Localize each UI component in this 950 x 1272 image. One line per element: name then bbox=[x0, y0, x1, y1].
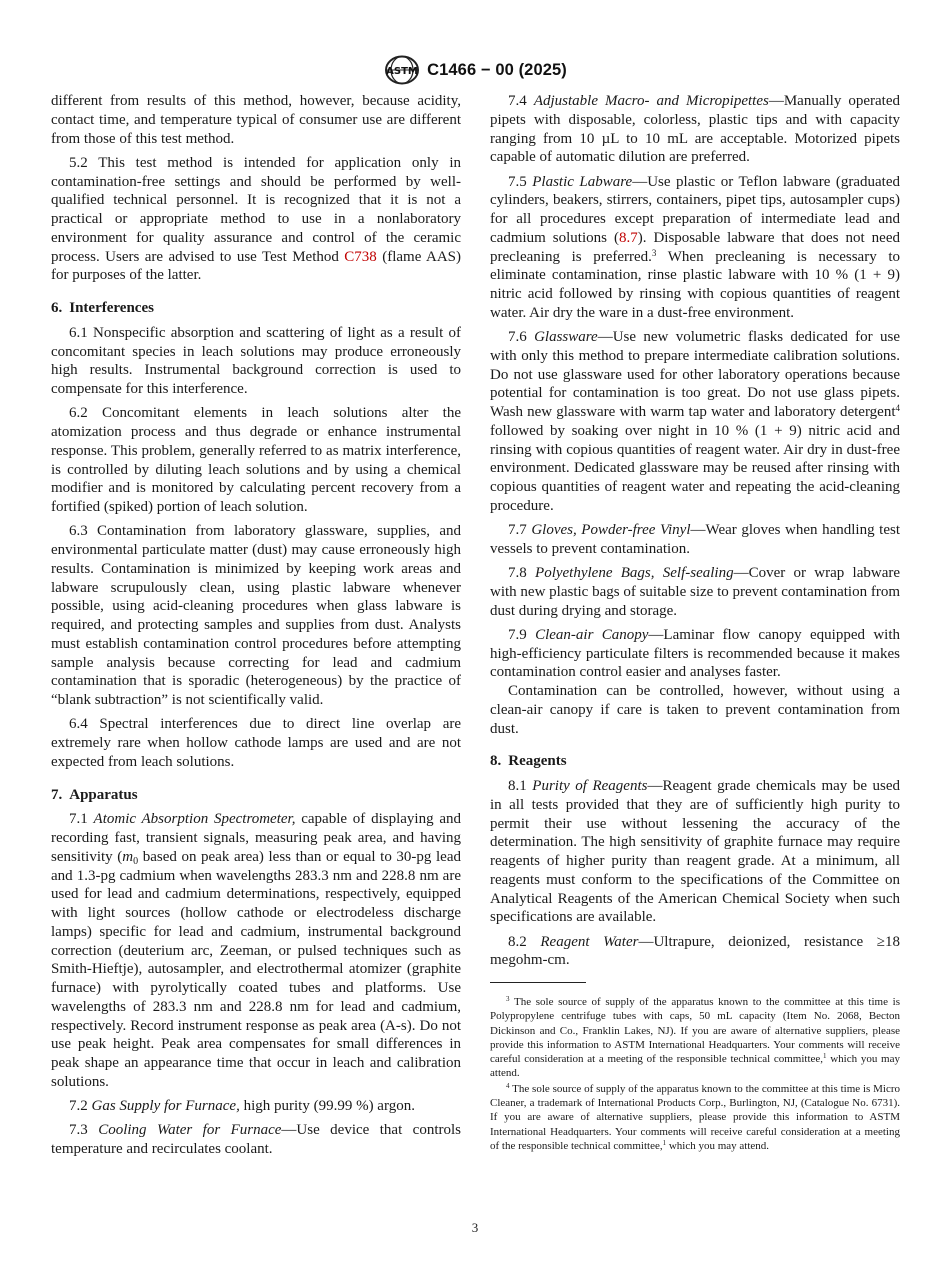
footnote-3 bbox=[490, 995, 900, 1081]
paragraph-text: Nonspecific absorption and scattering of light as a result of concomitant species in leach solutions may produce erroneously high results. Instrumental background correction is used to compensate for this interference. bbox=[51, 324, 461, 397]
footnote-divider bbox=[490, 982, 586, 983]
paragraph-7-9 bbox=[490, 626, 900, 682]
paragraph-text: —Use new volumetric flasks dedicated for use with only this method to prepare intermediate calibration solutions. Do not use glassware used for other laboratory operations because potential for contamination is too great. Do not use glass pipets. Wash new glassware with warm tap water and laboratory detergent bbox=[490, 329, 900, 420]
paragraph-7-4 bbox=[490, 92, 900, 167]
paragraph-7-2 bbox=[51, 1097, 461, 1116]
left-column bbox=[51, 92, 461, 1164]
term: Cooling Water for Furnace bbox=[98, 1122, 282, 1139]
term: Adjustable Macro- and Micropipettes bbox=[533, 93, 769, 109]
paragraph-6-4 bbox=[51, 715, 461, 771]
astm-logo-icon bbox=[383, 55, 421, 85]
paragraph-number: 6.4 bbox=[69, 716, 88, 733]
paragraph-8-1 bbox=[490, 777, 900, 927]
paragraph-text: —Reagent grade chemicals may be used in all tests provided that they are of sufficiently high purity to permit their use without lessening the accuracy of the determination. The high sensitivity of graphite furnace may require reagents of higher purity than reagent grade. At a minimum, all reagents must conform to the specifications of the Committee on Analytical Reagents of the American Chemical Society when such specifications are available. bbox=[490, 778, 901, 926]
paragraph-number: 7.8 bbox=[508, 565, 527, 581]
page-header bbox=[0, 55, 950, 85]
variable-subscript: 0 bbox=[133, 855, 139, 867]
paragraph-text: This test method is intended for application only in contamination-free settings and should be performed by well-qualified technical personnel. It is recognized that it is not a practical or appropriate method to use in a nonlaboratory environment for quality assurance and control of the ceramic process. Users are advised to use Test Method bbox=[51, 154, 461, 265]
paragraph-number: 7.3 bbox=[69, 1122, 88, 1139]
paragraph-8-2 bbox=[490, 933, 900, 971]
term: Gas Supply for Furnace, bbox=[91, 1098, 240, 1114]
paragraph-number: 7.9 bbox=[508, 626, 527, 643]
paragraph-number: 8.1 bbox=[508, 778, 527, 794]
paragraph-text: —Wear gloves when handling test vessels to prevent contamination. bbox=[490, 522, 900, 557]
term: Atomic Absorption Spectrometer, bbox=[93, 811, 296, 828]
paragraph-text: —Ultrapure, deionized, resistance ≥18 megohm-cm. bbox=[490, 933, 900, 969]
paragraph-6-1 bbox=[51, 324, 461, 399]
paragraph-text: capable of displaying and recording fast, transient signals, measuring peak area, and having sensitivity ( bbox=[51, 811, 461, 865]
paragraph-text: —Manually operated pipets with disposable, colorless, plastic tips and with capacity ranging from 10 µL to 10 mL are acceptable. Motorized pipets capable of automatic dilution are preferred. bbox=[490, 93, 901, 166]
page-number: 3 bbox=[471, 1220, 479, 1235]
link-c738[interactable]: C738 bbox=[344, 248, 377, 265]
term: Clean-air Canopy bbox=[535, 626, 649, 643]
paragraph-number: 7.4 bbox=[508, 93, 527, 109]
term: Polyethylene Bags, Self-sealing bbox=[535, 565, 734, 581]
footnote-text: which you may attend. bbox=[490, 1053, 900, 1080]
footnote-4 bbox=[490, 1082, 900, 1153]
section-number: 8. bbox=[490, 753, 502, 770]
paragraph-7-6 bbox=[490, 328, 900, 516]
section-title: Interferences bbox=[69, 300, 154, 316]
paragraph-text: —Laminar flow canopy equipped with high-efficiency particulate filters is recommended because it makes contamination control easier and analyses faster. bbox=[490, 626, 900, 681]
paragraph-text: based on peak area) less than or equal to 30-pg lead and 1.3-pg cadmium when wavelengths 283.3 nm and 228.8 nm are used for lead and cadmium determinations, respectively, equipped with light sources (hollow cathode or electrodeless discharge lamps) specific for lead and cadmium, instrumental background correction (deuterium arc, Zeeman, or pulsed techniques such as Smith-Hieftje), autosampler, and electrothermal atomizer (graphite furnace) with pyrolytically coated tubes and platforms. Use wavelengths of 283.3 nm and 228.8 nm for lead and cadmium, respectively. Record instrument response as peak area (A-s). Do not use peak height. Peak area compensates for small differences in peak shape an appearance time that occur in leach and calibration solutions. bbox=[51, 848, 461, 1090]
paragraph-number: 6.1 bbox=[69, 324, 88, 341]
document-id: C1466 − 00 (2025) bbox=[427, 60, 567, 79]
paragraph-text: Spectral interferences due to direct line overlap are extremely rare when hollow cathode lamps are used and are not expected from leach solutions. bbox=[51, 716, 461, 770]
section-title: Reagents bbox=[508, 753, 567, 770]
paragraph-7-9-continuation: Contamination can be controlled, however, without using a clean-air canopy if care is taken to prevent contamination from dust. bbox=[490, 683, 900, 737]
paragraph-text: Concomitant elements in leach solutions alter the atomization process and thus degrade or enhance instrumental response. This problem, generally referred to as matrix interference, is controlled by diluting leach solutions and by using a chemical modifier and is monitored by calculating percent recovery from a fortified (spiked) portion of leach solution. bbox=[51, 405, 461, 515]
paragraph-text: Contamination from laboratory glassware, supplies, and environmental particulate matter (dust) may cause erroneously high results. Contamination is minimized by keeping work areas and labware scrupulously clean, using plastic labware whenever possible, using acid-cleaning procedures when glass labware is required, and protecting samples and supplies from dust. Analysts must establish contamination control procedures before attempting sample analysis because correcting for lead and cadmium contamination that is sporadic (heterogeneous) by the practice of “blank subtraction” is not scientifically valid. bbox=[51, 523, 461, 708]
paragraph-number: 7.2 bbox=[69, 1098, 88, 1114]
footnote-ref-1[interactable]: 1 bbox=[823, 1052, 827, 1061]
variable: m bbox=[122, 848, 134, 865]
section-heading-interferences bbox=[51, 299, 461, 318]
paragraph-text: ). Disposable labware that does not need precleaning is preferred. bbox=[490, 229, 900, 265]
paragraph-text: —Use plastic or Teflon labware (graduated cylinders, beakers, stirrers, containers, pipet tips, autosampler cups) for all procedures except preparation of intermediate lead and cadmium solutions ( bbox=[490, 173, 900, 246]
paragraph-5-1-continuation: different from results of this method, however, because acidity, contact time, and temperature typical of consumer use are different from those of this test method. bbox=[51, 93, 461, 147]
footnote-text: The sole source of supply of the apparatus known to the committee at this time is Polypropylene centrifuge tubes with caps, 50 mL capacity (Item No. 2068, Becton Dickinson and Co., Franklin Lakes, NJ). If you are aware of alternative suppliers, please provide this information to ASTM International Headquarters. Your comments will receive careful consideration at a meeting of the responsible technical committee, bbox=[490, 996, 900, 1066]
paragraph-text: When precleaning is necessary to eliminate contamination, rinse plastic labware with 10 % (1 + 9) nitric acid followed by rinsing with copious quantities of reagent water. Air dry the ware in a dust-free environment. bbox=[490, 248, 901, 321]
footnote-ref-1[interactable]: 1 bbox=[662, 1138, 667, 1147]
footnote-text: The sole source of supply of the apparatus known to the committee at this time is Micro Cleaner, a trademark of International Products Corp., Burlington, NJ, (Catalogue No. 6731). If you are aware of alternative suppliers, please provide this information to ASTM International Headquarters. Your comments will receive careful consideration at a meeting of the responsible technical committee, bbox=[490, 1082, 900, 1152]
paragraph-5-2 bbox=[51, 154, 461, 285]
paragraph-text: followed by soaking over night in 10 % (1 + 9) nitric acid and rinsing with copious quantities of reagent water. Air dry in dust-free environment. Dedicated glassware may be reused after rinsing with copious quantities of reagent water and repeating the acid-cleaning procedure. bbox=[490, 422, 900, 514]
paragraph-6-2 bbox=[51, 404, 461, 517]
footnote-mark: 3 bbox=[506, 995, 510, 1003]
paragraph-number: 7.5 bbox=[508, 173, 527, 190]
footnote-text: which you may attend. bbox=[666, 1139, 770, 1152]
term: Reagent Water bbox=[540, 933, 639, 950]
paragraph-7-5 bbox=[490, 173, 900, 323]
section-number: 6. bbox=[51, 300, 63, 316]
section-title: Apparatus bbox=[69, 786, 138, 803]
paragraph-number: 6.2 bbox=[69, 405, 88, 422]
paragraph-number: 8.2 bbox=[508, 933, 527, 950]
term: Gloves, Powder-free Vinyl bbox=[531, 522, 691, 538]
right-column bbox=[490, 92, 900, 1154]
paragraph-7-7 bbox=[490, 521, 900, 559]
paragraph-number: 7.7 bbox=[508, 522, 527, 538]
paragraph-text: high purity (99.99 %) argon. bbox=[239, 1098, 415, 1114]
footnote-mark: 4 bbox=[506, 1081, 510, 1090]
section-heading-apparatus bbox=[51, 786, 461, 805]
paragraph-7-8 bbox=[490, 564, 900, 620]
paragraph-number: 7.6 bbox=[508, 329, 527, 345]
link-8-7[interactable]: 8.7 bbox=[618, 229, 638, 246]
paragraph-text: —Use device that controls temperature and recirculates coolant. bbox=[51, 1122, 461, 1157]
paragraph-number: 6.3 bbox=[69, 523, 88, 540]
term: Plastic Labware bbox=[532, 173, 633, 190]
footnote-ref-3[interactable]: 3 bbox=[651, 247, 657, 258]
paragraph-7-3 bbox=[51, 1121, 461, 1159]
paragraph-7-1 bbox=[51, 810, 461, 1091]
paragraph-text: (flame AAS) for purposes of the latter. bbox=[51, 248, 461, 284]
section-heading-reagents bbox=[490, 752, 900, 771]
section-number: 7. bbox=[51, 786, 63, 803]
paragraph-number: 5.2 bbox=[69, 154, 88, 171]
paragraph-text: —Cover or wrap labware with new plastic bags of suitable size to prevent contamination from dust during drying and storage. bbox=[490, 565, 901, 619]
svg-text:ASTM: ASTM bbox=[386, 66, 418, 77]
term: Glassware bbox=[534, 329, 598, 345]
term: Purity of Reagents bbox=[532, 778, 648, 794]
paragraph-number: 7.1 bbox=[69, 811, 88, 828]
paragraph-6-3 bbox=[51, 522, 461, 710]
footnote-ref-4[interactable]: 4 bbox=[895, 403, 900, 413]
